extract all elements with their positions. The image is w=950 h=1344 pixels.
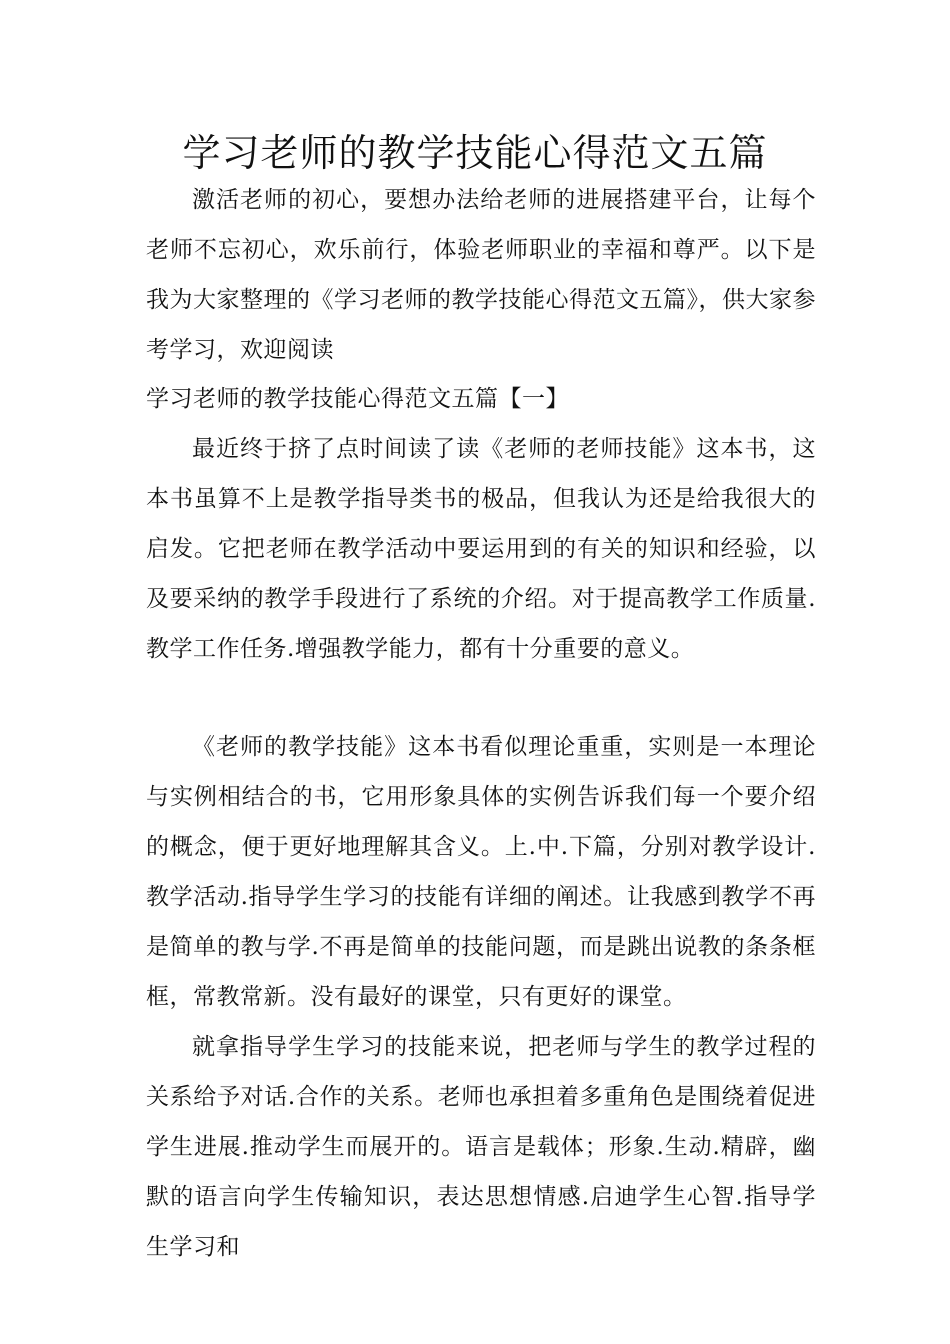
body-paragraph: 《老师的教学技能》这本书看似理论重重，实则是一本理论与实例相结合的书，它用形象具体的实例告诉我们每一个要介绍的概念，便于更好地理解其含义。上.中.下篇，分别对教学设计.教学活动.指导学生学习的技能有详细的阐述。让我感到教学不再是简单的教与学.不再是简单的技能问题，而是跳出说教的条条框框，常教常新。没有最好的课堂，只有更好的课堂。 — [146, 734, 816, 1010]
document-title: 学习老师的教学技能心得范文五篇 — [182, 131, 768, 175]
body-paragraph: 最近终于挤了点时间读了读《老师的老师技能》这本书，这本书虽算不上是教学指导类书的极品，但我认为还是给我很大的启发。它把老师在教学活动中要运用到的有关的知识和经验，以及要采纳的教学手段进行了系统的介绍。对于提高教学工作质量.教学工作任务.增强教学能力，都有十分重要的意义。 — [146, 436, 816, 662]
section-heading: 学习老师的教学技能心得范文五篇【一】 — [146, 386, 569, 412]
intro-paragraph: 激活老师的初心，要想办法给老师的进展搭建平台，让每个老师不忘初心，欢乐前行，体验老师职业的幸福和尊严。以下是我为大家整理的《学习老师的教学技能心得范文五篇》，供大家参考学习，欢迎阅读 — [146, 187, 816, 363]
body-paragraph: 就拿指导学生学习的技能来说，把老师与学生的教学过程的关系给予对话.合作的关系。老师也承担着多重角色是围绕着促进学生进展.推动学生而展开的。语言是载体；形象.生动.精辟，幽默的语言向学生传输知识，表达思想情感.启迪学生心智.指导学生学习和 — [146, 1034, 816, 1260]
